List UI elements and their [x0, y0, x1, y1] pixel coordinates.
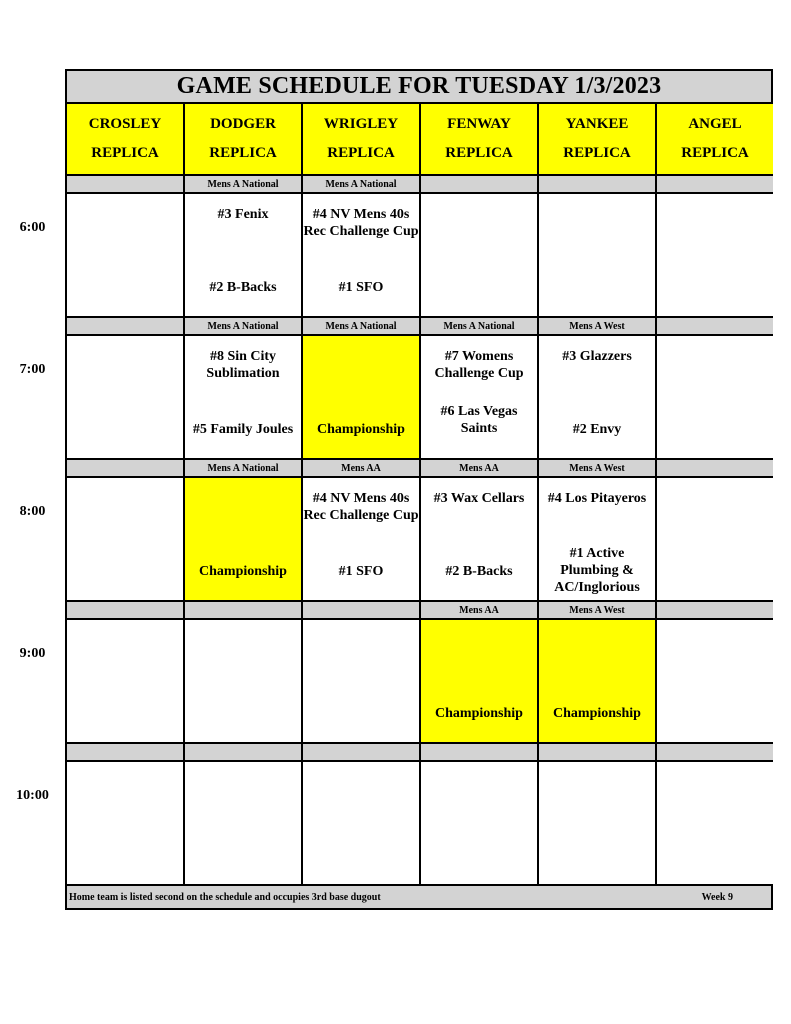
game-cell: [421, 194, 537, 316]
schedule-footer: [67, 886, 771, 908]
home-team: #2 B-Backs: [209, 280, 277, 295]
away-team: #3 Fenix: [217, 207, 269, 222]
time-label: 6:00: [19, 220, 46, 235]
game-cell: [67, 762, 183, 884]
division-label: [67, 318, 183, 334]
division-label: [67, 744, 183, 760]
home-team: #6 Las Vegas Saints: [440, 404, 518, 436]
division-label: Mens AA: [303, 460, 419, 476]
division-label: Mens A West: [539, 318, 655, 334]
field-subtitle: REPLICA: [681, 145, 749, 161]
division-label: [421, 176, 537, 192]
division-label: Mens A National: [421, 318, 537, 334]
field-header-dodger: [185, 104, 301, 174]
game-cell: [303, 762, 419, 884]
game-cell: [539, 478, 655, 600]
game-cell: [185, 478, 301, 600]
field-header-fenway: [421, 104, 537, 174]
field-header-yankee: [539, 104, 655, 174]
division-label: [185, 602, 301, 618]
field-name: WRIGLEY: [323, 116, 399, 132]
time-label: 7:00: [19, 362, 46, 377]
field-subtitle: REPLICA: [445, 145, 513, 161]
division-label: [657, 176, 773, 192]
game-cell: [185, 194, 301, 316]
game-cell: [67, 336, 183, 458]
away-team: #3 Glazzers: [562, 349, 632, 364]
game-cell: [67, 194, 183, 316]
game-cell: [657, 194, 773, 316]
division-label: [539, 176, 655, 192]
schedule-grid: [65, 69, 773, 910]
game-cell: [303, 194, 419, 316]
game-cell: [657, 620, 773, 742]
division-label: [67, 460, 183, 476]
home-team: #2 Envy: [572, 422, 622, 437]
division-label: Mens A National: [303, 176, 419, 192]
away-team: #4 Los Pitayeros: [547, 491, 647, 506]
game-cell: [185, 620, 301, 742]
division-label: [421, 744, 537, 760]
game-cell: [67, 620, 183, 742]
championship-label: Championship: [435, 706, 523, 721]
division-label: [185, 744, 301, 760]
game-cell: [657, 478, 773, 600]
game-cell: [303, 478, 419, 600]
division-label: [303, 744, 419, 760]
division-label: Mens A National: [185, 460, 301, 476]
game-cell: [421, 620, 537, 742]
home-team: #1 Active Plumbing & AC/Inglorious: [554, 546, 640, 595]
division-label: [539, 744, 655, 760]
game-cell: [303, 620, 419, 742]
game-cell: [657, 336, 773, 458]
time-label: 9:00: [19, 646, 46, 661]
home-team: #1 SFO: [338, 564, 384, 579]
time-label: 10:00: [16, 788, 49, 803]
division-label: [67, 176, 183, 192]
game-cell: [185, 762, 301, 884]
footer-note: Home team is listed second on the schedule and occupies 3rd base dugout: [69, 891, 381, 903]
field-subtitle: REPLICA: [327, 145, 395, 161]
game-cell: [421, 478, 537, 600]
division-label: Mens A National: [185, 176, 301, 192]
division-label: Mens AA: [421, 460, 537, 476]
division-label: [657, 318, 773, 334]
field-subtitle: REPLICA: [563, 145, 631, 161]
time-label: 8:00: [19, 504, 46, 519]
division-label: Mens A National: [303, 318, 419, 334]
field-name: FENWAY: [447, 116, 511, 132]
championship-label: Championship: [317, 422, 405, 437]
away-team: #4 NV Mens 40s Rec Challenge Cup: [303, 491, 419, 523]
away-team: #4 NV Mens 40s Rec Challenge Cup: [303, 207, 419, 239]
game-cell: [67, 478, 183, 600]
field-header-wrigley: [303, 104, 419, 174]
division-label: [657, 602, 773, 618]
field-subtitle: REPLICA: [209, 145, 277, 161]
division-label: Mens A National: [185, 318, 301, 334]
division-label: Mens AA: [421, 602, 537, 618]
game-cell: [421, 336, 537, 458]
division-label: [67, 602, 183, 618]
week-label: Week 9: [701, 891, 733, 903]
game-cell: [539, 762, 655, 884]
game-cell: [657, 762, 773, 884]
away-team: #8 Sin City Sublimation: [206, 349, 280, 381]
home-team: #1 SFO: [338, 280, 384, 295]
game-cell: [539, 194, 655, 316]
home-team: #5 Family Joules: [192, 422, 294, 437]
game-cell: [421, 762, 537, 884]
field-header-angel: [657, 104, 773, 174]
game-cell: [539, 620, 655, 742]
championship-label: Championship: [199, 564, 287, 579]
away-team: #7 Womens Challenge Cup: [434, 349, 524, 381]
division-label: [303, 602, 419, 618]
championship-label: Championship: [553, 706, 641, 721]
home-team: #2 B-Backs: [445, 564, 513, 579]
field-name: ANGEL: [688, 116, 742, 132]
field-name: YANKEE: [565, 116, 629, 132]
division-label: [657, 460, 773, 476]
game-cell: [539, 336, 655, 458]
away-team: #3 Wax Cellars: [433, 491, 525, 506]
division-label: [657, 744, 773, 760]
field-name: DODGER: [210, 116, 276, 132]
division-label: Mens A West: [539, 602, 655, 618]
field-header-crosley: [67, 104, 183, 174]
division-label: Mens A West: [539, 460, 655, 476]
game-cell: [185, 336, 301, 458]
field-name: CROSLEY: [88, 116, 162, 132]
field-subtitle: REPLICA: [91, 145, 159, 161]
schedule-title: GAME SCHEDULE FOR TUESDAY 1/3/2023: [67, 71, 771, 102]
game-cell: [303, 336, 419, 458]
